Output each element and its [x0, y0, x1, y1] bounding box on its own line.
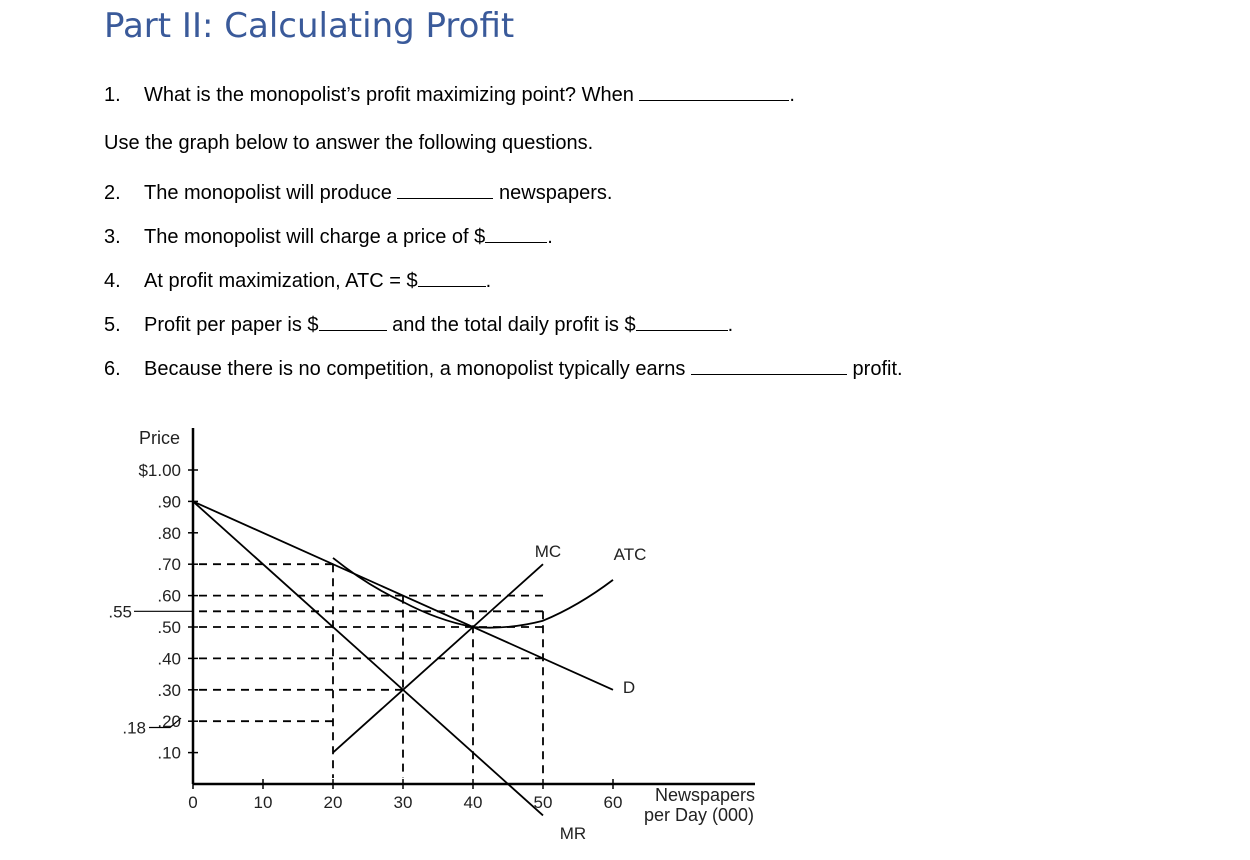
- y-axis-label: Price: [138, 428, 180, 448]
- question-text: Because there is no competition, a monopolist typically earns: [144, 358, 686, 380]
- x-axis-label: Newspapers: [654, 785, 756, 805]
- question-number: 5.: [104, 314, 121, 336]
- question-text: The monopolist will charge a price of $: [144, 226, 486, 248]
- question-tail: .: [547, 226, 553, 248]
- question-number: 2.: [104, 182, 121, 204]
- y-tick-label: .50: [157, 618, 181, 637]
- y-tick-label: .30: [157, 680, 181, 700]
- curve-label-mc: MC: [534, 542, 562, 561]
- answer-blank[interactable]: [397, 182, 493, 199]
- x-tick-label: 10: [253, 793, 273, 812]
- question-1: [104, 84, 795, 107]
- question-number: 3.: [104, 226, 121, 248]
- y-tick-label: .80: [157, 523, 181, 543]
- y-extra-leader: [149, 718, 181, 727]
- x-tick-label: 30: [393, 793, 413, 812]
- y-tick-label: .90: [157, 492, 181, 512]
- y-tick-label: .70: [157, 555, 181, 575]
- question-2: [104, 182, 612, 205]
- curve-mr: [193, 501, 543, 815]
- question-6: [104, 358, 903, 381]
- x-tick-label: 40: [463, 793, 483, 812]
- question-text: At profit maximization, ATC = $: [144, 270, 418, 292]
- answer-blank[interactable]: [636, 314, 728, 331]
- curve-atc: [333, 558, 613, 628]
- x-tick-label: 20: [323, 793, 343, 812]
- question-4: [104, 270, 491, 293]
- question-tail: .: [727, 314, 734, 336]
- question-text: What is the monopolist’s profit maximizing point? When: [144, 84, 634, 106]
- x-tick-label: 0: [188, 793, 198, 812]
- question-mid: and the total daily profit is $: [392, 314, 636, 336]
- page-title: Part II: Calculating Profit: [104, 6, 515, 46]
- curve-label-mr: MR: [559, 824, 587, 843]
- question-number: 4.: [104, 270, 121, 292]
- instruction-text: Use the graph below to answer the following questions.: [104, 132, 594, 154]
- y-tick-label: $1.00: [138, 461, 181, 480]
- answer-blank[interactable]: [639, 84, 789, 101]
- y-tick-label: .60: [157, 586, 181, 606]
- y-tick-label: .20: [157, 712, 181, 732]
- curve-mc: [333, 564, 543, 752]
- x-tick-label: 50: [533, 793, 553, 812]
- question-tail: .: [485, 270, 492, 292]
- question-number: 1.: [104, 84, 121, 106]
- question-text: Profit per paper is $: [144, 314, 319, 336]
- answer-blank[interactable]: [319, 314, 387, 331]
- question-number: 6.: [104, 358, 121, 380]
- x-tick-label: 60: [603, 793, 623, 812]
- question-text: The monopolist will produce: [144, 182, 392, 204]
- question-tail: profit.: [852, 358, 903, 380]
- answer-blank[interactable]: [485, 226, 547, 243]
- curve-label-d: D: [622, 678, 636, 697]
- answer-blank[interactable]: [418, 270, 486, 287]
- question-3: [104, 226, 553, 249]
- answer-blank[interactable]: [691, 358, 847, 375]
- question-5: [104, 314, 733, 337]
- y-tick-label: .40: [157, 649, 181, 669]
- y-tick-label: .10: [157, 743, 181, 763]
- curve-label-atc: ATC: [613, 545, 647, 564]
- question-tail: newspapers.: [499, 182, 613, 204]
- question-tail: .: [789, 84, 795, 106]
- y-extra-label: .55: [108, 602, 132, 622]
- x-axis-label: per Day (000): [643, 805, 755, 825]
- y-extra-label: .18: [122, 718, 146, 738]
- curve-d: [193, 501, 613, 689]
